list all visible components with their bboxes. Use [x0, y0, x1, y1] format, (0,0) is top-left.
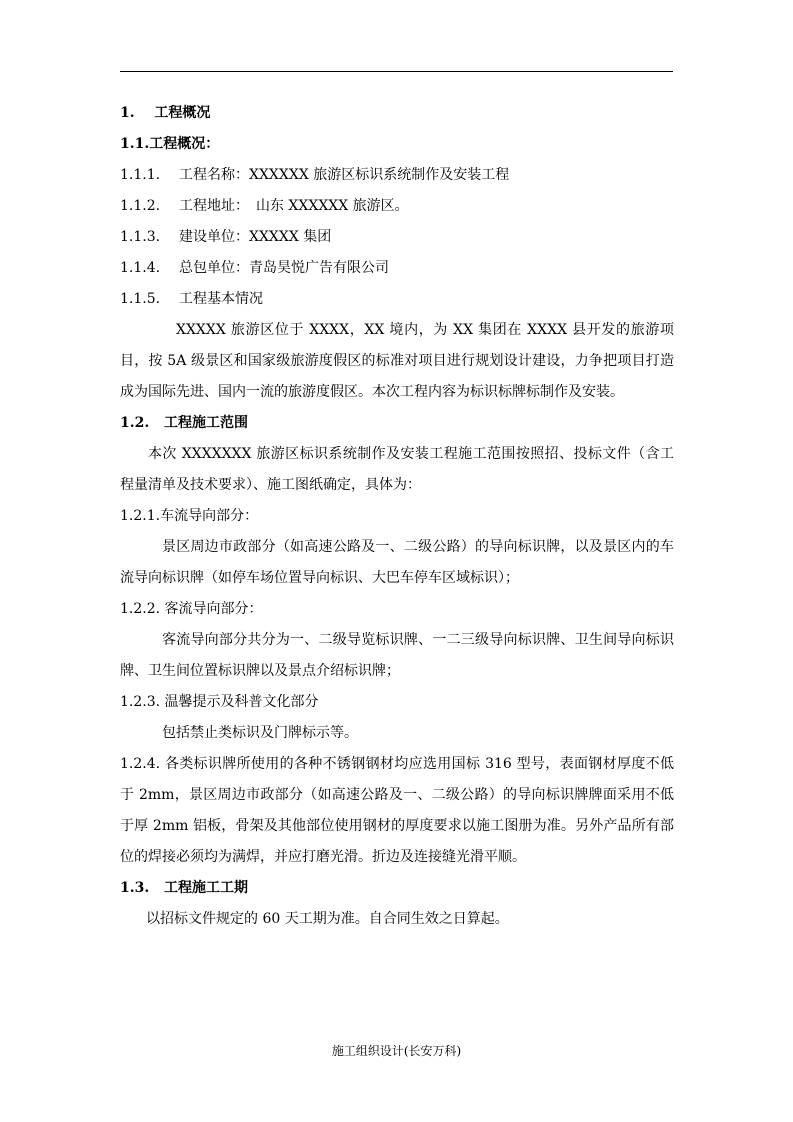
- heading-number: 1.3.: [120, 880, 150, 896]
- part-1-2-2-heading: [120, 594, 674, 625]
- section-heading-1: [120, 98, 674, 129]
- heading-title: 工程概况: [154, 105, 211, 121]
- item-text: 工程名称：XXXXXX 旅游区标识系统制作及安装工程: [178, 167, 510, 183]
- item-1-1-1: [120, 160, 674, 191]
- heading-title: 工程施工工期: [163, 880, 248, 896]
- item-1-1-5: [120, 284, 674, 315]
- part-1-2-1-body: 景区周边市政部分（如高速公路及一、二级公路）的导向标识牌，以及景区内的车流导向标识牌（如停车场位置导向标识、大巴车停车区域标识）；: [120, 539, 674, 586]
- heading-number: 1.1.: [120, 136, 150, 152]
- heading-title: 工程概况：: [149, 136, 220, 152]
- item-number: 1.1.1.: [120, 167, 161, 183]
- item-text: 总包单位：青岛昊悦广告有限公司: [178, 260, 389, 276]
- item-number: 1.1.5.: [120, 291, 161, 307]
- item-1-1-4: [120, 253, 674, 284]
- item-1-1-2: [120, 191, 674, 222]
- item-number: 1.1.3.: [120, 229, 161, 245]
- heading-title: 工程施工范围: [163, 415, 248, 431]
- part-title: 温馨提示及科普文化部分: [164, 694, 319, 710]
- part-number: 1.2.3.: [120, 694, 161, 710]
- item-text: 工程基本情况: [178, 291, 263, 307]
- item-1-1-3: [120, 222, 674, 253]
- part-number: 1.2.2.: [120, 601, 161, 617]
- item-number: 1.1.2.: [120, 198, 161, 214]
- schedule-paragraph: 以招标文件规定的 60 天工期为准。自合同生效之日算起。: [146, 911, 509, 927]
- part-1-2-3-heading: [120, 687, 674, 718]
- part-number: 1.2.1.: [120, 508, 161, 524]
- part-title: 客流导向部分：: [164, 601, 263, 617]
- part-1-2-1-heading: [120, 501, 674, 532]
- subsection-heading-1-1: [120, 129, 674, 160]
- part-1-2-4-paragraph: [120, 749, 674, 873]
- subsection-heading-1-2: [120, 408, 674, 439]
- basic-info-paragraph: XXXXX 旅游区位于 XXXX，XX 境内，为 XX 集团在 XXXX 县开发的旅游项目，按 5A 级景区和国家级旅游度假区的标准对项目进行规划设计建设，力争把项目打造成为国际先进、国内一流的旅游度假区。本次工程内容为标识标牌标制作及安装。: [120, 322, 674, 400]
- item-number: 1.1.4.: [120, 260, 161, 276]
- scope-intro-paragraph: 本次 XXXXXXX 旅游区标识系统制作及安装工程施工范围按照招、投标文件（含工程量清单及技术要求）、施工图纸确定，具体为：: [120, 446, 674, 493]
- part-number: 1.2.4.: [120, 756, 161, 772]
- part-body: 各类标识牌所使用的各种不锈钢钢材均应选用国标 316 型号，表面钢材厚度不低于 2mm，景区周边市政部分（如高速公路及一、二级公路）的导向标识牌牌面采用不低于厚 2mm 铝板，骨架及其他部位使用钢材的厚度要求以施工图册为准。另外产品所有部位的焊接必须均为满焊，并应打磨光滑。折边及连接缝光滑平顺。: [120, 756, 675, 865]
- heading-number: 1.: [120, 105, 135, 121]
- item-text: 工程地址： 山东 XXXXXX 旅游区。: [178, 198, 409, 214]
- heading-number: 1.2.: [120, 415, 150, 431]
- part-1-2-2-body: 客流导向部分共分为一、二级导览标识牌、一二三级导向标识牌、卫生间导向标识牌、卫生间位置标识牌以及景点介绍标识牌；: [120, 632, 674, 679]
- part-title: 车流导向部分：: [160, 508, 259, 524]
- item-text: 建设单位：XXXXX 集团: [178, 229, 332, 245]
- document-body: [120, 98, 674, 935]
- page-footer: 施工组织设计(长安万科): [331, 1044, 462, 1058]
- subsection-heading-1-3: [120, 873, 674, 904]
- header-rule: [120, 71, 673, 72]
- part-1-2-3-body: 包括禁止类标识及门牌标示等。: [162, 725, 358, 741]
